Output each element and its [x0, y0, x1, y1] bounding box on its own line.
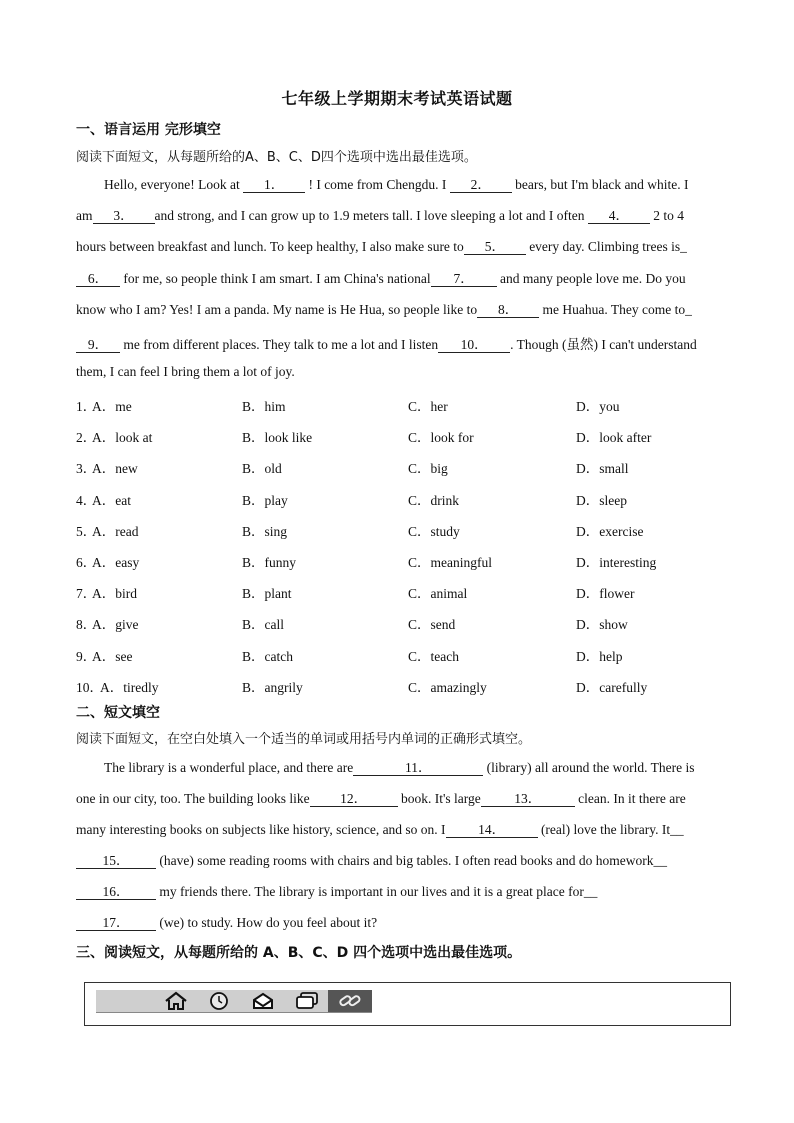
- question-row: [76, 426, 756, 444]
- option-c[interactable]: C．study: [408, 523, 460, 539]
- option-a[interactable]: A．me: [92, 399, 132, 414]
- question-row: [76, 551, 756, 569]
- option-d[interactable]: D．help: [576, 648, 623, 664]
- option-a[interactable]: A．tiredly: [100, 679, 159, 695]
- home-icon[interactable]: [154, 990, 198, 1012]
- blank-12: 12．: [310, 791, 398, 807]
- mail-icon[interactable]: [241, 990, 285, 1012]
- option-c[interactable]: C．amazingly: [408, 679, 487, 695]
- option-d[interactable]: D．sleep: [576, 492, 627, 508]
- question-row: [76, 613, 756, 631]
- passage2-line: 15． (have) some reading rooms with chairs and big tables. I often read books and do homework__: [76, 853, 746, 869]
- blank-3: 3．: [93, 208, 155, 224]
- option-d[interactable]: D．small: [576, 461, 629, 477]
- option-b[interactable]: B．plant: [242, 586, 292, 602]
- option-c[interactable]: C．send: [408, 617, 456, 633]
- option-b[interactable]: B．call: [242, 617, 284, 633]
- option-c[interactable]: C．meaningful: [408, 555, 492, 570]
- option-a[interactable]: A．easy: [92, 555, 140, 570]
- question-number: 10．: [76, 679, 103, 695]
- blank-15: 15．: [76, 853, 156, 869]
- blank-14: 14．: [446, 822, 538, 838]
- link-icon[interactable]: [328, 990, 372, 1012]
- question-number: 6．: [76, 555, 97, 570]
- clock-icon[interactable]: [198, 990, 242, 1012]
- passage1-line: them, I can feel I bring them a lot of joy.: [76, 364, 295, 379]
- question-number: 3．: [76, 461, 97, 477]
- option-d[interactable]: D．look after: [576, 430, 652, 446]
- passage1-line: 6． for me, so people think I am smart. I am China's national 7． and many people love me. Do you: [76, 271, 746, 287]
- passage2-line: 17． (we) to study. How do you feel about it?: [76, 915, 746, 931]
- section1-instruction: 阅读下面短文，从每题所给的A、B、C、D四个选项中选出最佳选项。: [76, 150, 477, 165]
- question-number: 1．: [76, 399, 97, 414]
- passage2-line: 16． my friends there. The library is important in our lives and it is a great place for__: [76, 884, 746, 900]
- blank-10: 10．: [438, 337, 510, 353]
- option-b[interactable]: B．him: [242, 399, 286, 414]
- option-d[interactable]: D．show: [576, 617, 628, 633]
- section3-heading: 三、阅读短文，从每题所给的 A、B、C、D 四个选项中选出最佳选项。: [76, 945, 522, 961]
- option-b[interactable]: B．catch: [242, 648, 293, 664]
- option-a[interactable]: A．look at: [92, 430, 153, 446]
- option-a[interactable]: A．give: [92, 617, 139, 633]
- option-a[interactable]: A．read: [92, 523, 139, 539]
- blank-2: 2．: [450, 177, 512, 193]
- passage1-line: am 3． and strong, and I can grow up to 1.9 meters tall. I love sleeping a lot and I often 4． 2 to 4: [76, 208, 685, 223]
- blank-9: 9．: [76, 337, 120, 353]
- option-c[interactable]: C．big: [408, 461, 448, 477]
- blank-4: 4．: [588, 208, 650, 224]
- option-a[interactable]: A．new: [92, 461, 138, 477]
- blank-7: 7．: [431, 271, 497, 287]
- option-a[interactable]: A．eat: [92, 492, 131, 508]
- question-row: [76, 489, 756, 507]
- blank-1: 1．: [243, 177, 305, 193]
- chat-icon[interactable]: [285, 990, 329, 1012]
- question-number: 7．: [76, 586, 97, 602]
- question-number: 9．: [76, 648, 97, 664]
- question-row: [76, 457, 756, 475]
- question-row: [76, 645, 756, 663]
- option-d[interactable]: D．interesting: [576, 555, 657, 570]
- passage1-line: know who I am? Yes! I am a panda. My name is He Hua, so people like to 8． me Huahua. They come to_: [76, 302, 692, 317]
- option-c[interactable]: C．teach: [408, 648, 459, 664]
- question-number: 4．: [76, 492, 97, 508]
- section2-heading: 二、短文填空: [76, 705, 160, 721]
- option-b[interactable]: B．funny: [242, 555, 296, 570]
- option-a[interactable]: A．bird: [92, 586, 137, 602]
- section1-heading: 一、语言运用 完形填空: [76, 122, 221, 138]
- option-d[interactable]: D．carefully: [576, 679, 648, 695]
- blank-11: 11．: [353, 760, 483, 776]
- blank-8: 8．: [477, 302, 539, 318]
- question-row: [76, 582, 756, 600]
- icon-toolbar: [96, 990, 372, 1013]
- option-c[interactable]: C．drink: [408, 492, 460, 508]
- option-d[interactable]: D．flower: [576, 586, 635, 602]
- option-b[interactable]: B．look like: [242, 430, 313, 446]
- question-number: 8．: [76, 617, 97, 633]
- passage1-line: Hello, everyone! Look at 1． ! I come from Chengdu. I 2． bears, but I'm black and white. I: [104, 177, 689, 192]
- question-number: 5．: [76, 523, 97, 539]
- blank-6: 6．: [76, 271, 120, 287]
- option-d[interactable]: D．you: [576, 399, 620, 414]
- passage2-line: many interesting books on subjects like history, science, and so on. I 14． (real) love the library. It__: [76, 822, 684, 837]
- section2-instruction: 阅读下面短文，在空白处填入一个适当的单词或用括号内单词的正确形式填空。: [76, 732, 532, 747]
- blank-16: 16．: [76, 884, 156, 900]
- blank-5: 5．: [464, 239, 526, 255]
- option-b[interactable]: B．angrily: [242, 679, 303, 695]
- option-b[interactable]: B．old: [242, 461, 282, 477]
- page-title: 七年级上学期期末考试英语试题: [281, 89, 513, 108]
- option-c[interactable]: C．her: [408, 399, 448, 414]
- question-number: 2．: [76, 430, 97, 446]
- passage2-line: one in our city, too. The building looks like 12． book. It's large 13． clean. In it there are: [76, 791, 686, 806]
- blank-13: 13．: [481, 791, 575, 807]
- option-c[interactable]: C．animal: [408, 586, 468, 602]
- question-row: [76, 520, 756, 538]
- passage1-line: hours between breakfast and lunch. To keep healthy, I also make sure to 5． every day. Climbing trees is_: [76, 239, 687, 254]
- option-b[interactable]: B．play: [242, 492, 288, 508]
- passage1-line: 9． me from different places. They talk to me a lot and I listen 10． . Though (虽然) I can't understand: [76, 333, 746, 353]
- passage2-line: The library is a wonderful place, and there are 11． (library) all around the world. There is: [104, 760, 695, 775]
- question-row: [76, 676, 756, 694]
- option-b[interactable]: B．sing: [242, 523, 288, 539]
- blank-17: 17．: [76, 915, 156, 931]
- option-d[interactable]: D．exercise: [576, 523, 644, 539]
- option-a[interactable]: A．see: [92, 648, 133, 664]
- question-row: [76, 395, 756, 413]
- option-c[interactable]: C．look for: [408, 430, 474, 446]
